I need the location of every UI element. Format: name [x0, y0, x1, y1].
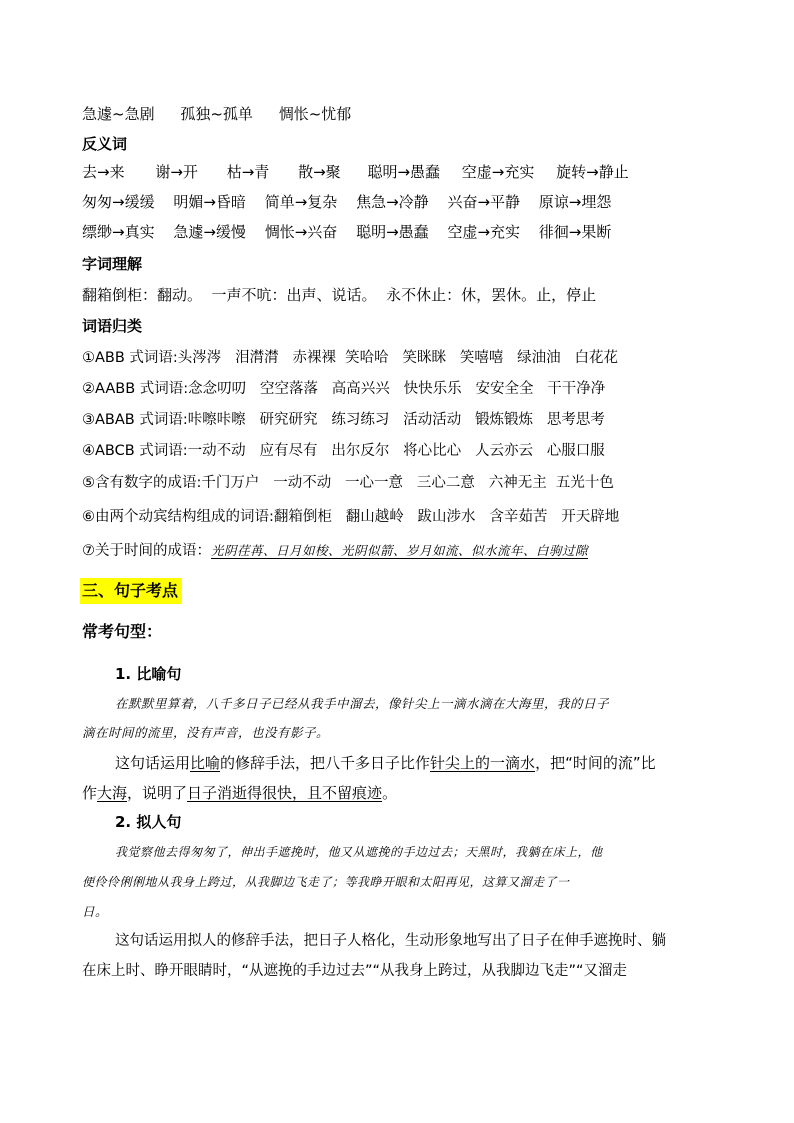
analysis-underline: 针尖上的一滴水	[430, 754, 536, 772]
antonym-pair: 焦急→冷静	[356, 193, 429, 211]
personification-analysis-line-2: 在床上时、睁开眼睛时，“从遮挽的手边过去”“从我身上跨过，从我脚边飞走”“又溜走	[82, 963, 628, 979]
antonym-pair: 匆匆→缓缓	[82, 193, 155, 211]
antonyms-row-2	[82, 192, 628, 212]
antonym-pair: 原谅→埋怨	[538, 193, 612, 211]
antonym-pair: 徘徊→果断	[538, 223, 612, 241]
antonym-pair: 谢→开	[155, 163, 198, 181]
synonyms-row	[82, 104, 368, 124]
common-sentence-types-heading: 常考句型：	[82, 622, 163, 641]
antonyms-heading: 反义词	[82, 135, 128, 153]
antonym-pair: 旋转→静止	[556, 163, 629, 181]
metaphor-label: 1. 比喻句	[115, 665, 182, 683]
antonym-pair: 去→来	[82, 163, 125, 181]
personification-label: 2. 拟人句	[115, 813, 182, 831]
classification-row-2: ②AABB 式词语:念念叨叨 空空落落 高高兴兴 快快乐乐 安安全全 干干净净	[82, 381, 606, 397]
antonyms-row-1	[82, 162, 646, 182]
understanding-text: 翻箱倒柜：翻动。 一声不吭：出声、说话。 永不休止：休，罢休。止，停止	[82, 286, 597, 304]
antonym-pair: 简单→复杂	[264, 193, 338, 211]
antonyms-row-3	[82, 222, 628, 242]
time-idioms: 光阴荏苒、日月如梭、光阴似箭、岁月如流、似水流年、白驹过隙	[211, 543, 589, 558]
personification-analysis-line-1: 这句话运用拟人的修辞手法，把日子人格化，生动形象地写出了日子在伸手遮挽时、躺	[115, 933, 666, 949]
classification-row-7	[82, 541, 588, 561]
analysis-underline: 大海	[97, 784, 128, 802]
personification-quote-line-2: 便伶伶俐俐地从我身上跨过，从我脚边飞走了；等我睁开眼和太阳再见，这算又溜走了一	[82, 875, 570, 889]
classification-row-4: ④ABCB 式词语:一动不动 应有尽有 出尔反尔 将心比心 人云亦云 心服口服	[82, 443, 605, 459]
antonym-pair: 缥缈→真实	[82, 223, 155, 241]
personification-quote-line-3: 日。	[82, 904, 109, 919]
analysis-text: 的修辞手法，把八千多日子比作	[220, 754, 431, 772]
antonym-pair: 聪明→愚蠢	[356, 223, 429, 241]
classification-row-5: ⑤含有数字的成语:千门万户 一动不动 一心一意 三心二意 六神无主 五光十色	[82, 475, 614, 491]
metaphor-analysis-line-2	[82, 783, 397, 803]
metaphor-quote-line-2: 滴在时间的流里，没有声音，也没有影子。	[82, 725, 330, 740]
synonym-pair: 孤独~孤单	[180, 105, 253, 123]
antonym-pair: 兴奋→平静	[447, 193, 521, 211]
antonym-pair: 空虚→充实	[447, 223, 521, 241]
classification-heading: 词语归类	[82, 317, 143, 335]
synonym-pair: 急遽~急剧	[82, 105, 155, 123]
metaphor-quote-line-1: 在默默里算着，八千多日子已经从我手中溜去，像针尖上一滴水滴在大海里，我的日子	[115, 696, 610, 711]
antonym-pair: 空虚→充实	[461, 163, 535, 181]
antonym-pair: 急遽→缓慢	[173, 223, 246, 241]
understanding-heading: 字词理解	[82, 255, 143, 273]
classification-row-6: ⑥由两个动宾结构组成的词语:翻箱倒柜 翻山越岭 跋山涉水 含辛茹苦 开天辟地	[82, 509, 620, 525]
personification-quote-line-1: 我觉察他去得匆匆了，伸出手遮挽时，他又从遮挽的手边过去；天黑时，我躺在床上，他	[115, 845, 603, 859]
analysis-text: 作	[82, 784, 98, 802]
analysis-underline: 日子消逝得很快，且不留痕迹	[187, 784, 383, 802]
antonym-pair: 枯→青	[226, 163, 270, 181]
analysis-text: ，说明了	[127, 784, 188, 802]
section-title: 三、句子考点	[82, 581, 179, 600]
antonym-pair: 聪明→愚蠢	[367, 163, 441, 181]
analysis-text: 这句话运用	[115, 754, 191, 772]
antonym-pair: 明媚→昏暗	[173, 193, 246, 211]
synonym-pair: 惆怅~忧郁	[278, 105, 352, 123]
analysis-underline: 比喻	[190, 754, 221, 772]
classification-row-3: ③ABAB 式词语:咔嚓咔嚓 研究研究 练习练习 活动活动 锻炼锻炼 思考思考	[82, 412, 605, 428]
antonym-pair: 惆怅→兴奋	[264, 223, 338, 241]
metaphor-analysis-line-1	[115, 753, 656, 773]
row7-label: ⑦关于时间的成语：	[82, 543, 211, 559]
classification-row-1: ①ABB 式词语:头涔涔 泪潸潸 赤裸裸 笑哈哈 笑眯眯 笑嘻嘻 绿油油 白花花	[82, 350, 618, 366]
analysis-text: ，把“时间的流”比	[535, 754, 656, 772]
antonym-pair: 散→聚	[298, 163, 341, 181]
analysis-text: 。	[382, 784, 398, 802]
